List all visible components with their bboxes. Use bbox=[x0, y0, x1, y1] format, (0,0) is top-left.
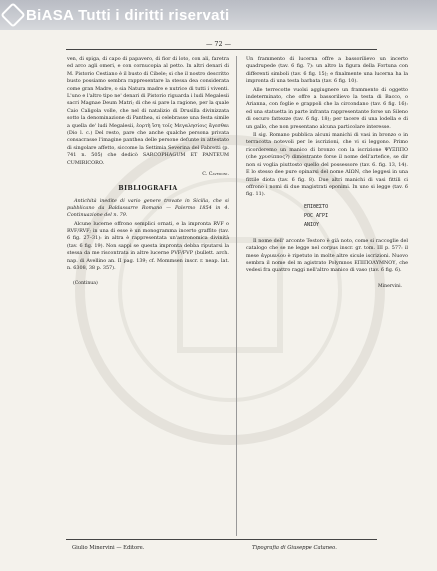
banner-text: BiASA Tutti i diritti riservati bbox=[26, 6, 230, 24]
left-paragraph-1: ven, di spiga, di capo di papavero, di fior di loto, con ali, faretra ed arco agli omeri, e con cornucopia al petto. In altri denari di M. Pistorio Cestiano è il busto di Cibele; si che il nostro descritto busto possiamo sembra rappresentare la stessa dea considerata come gran Madre, o sia Natura madre e nutrice di tutti i viventi. L'uno e l'altro tipo ne' denari di Pistorio riguarda i ludi Megalesii sacri Magnae Deum Matri; di che si pare la ragione, per la quale Caio Caligola volle, che nel di natalizio di Drusilla divinizzata sotto la denominazione di Panthea, si celebrasse una festa simile a quella de' ludi Megalesii, ἑορτὴ ἴση τοῖς Μεγαλησίοις ἄγεσθαι (Dio l. c.) Del resto, pare che anche qualche persona privata consacrasse l'imagine panthea delle persone defunte in attestato di singolare affetto, siccome la Settimia Severina del Fabretti (p. 741 n. 505) che dedicò SARCOPHAGUM ET PANTEUM CUMIRICORO. bbox=[67, 56, 229, 166]
right-signature-row bbox=[246, 283, 408, 290]
minervini-signature: Minervini. bbox=[378, 283, 402, 289]
bibliography-entry: Antichità inedite di vario genere trovate in Sicilia, che si pubblicano da Baldassarre Romano — Palermo 1854 in 4. Continuazione del n. 79. bbox=[67, 197, 229, 219]
document-page bbox=[0, 30, 437, 571]
right-column bbox=[246, 56, 408, 290]
biasa-logo-icon bbox=[0, 2, 25, 27]
continua-label: (Continua) bbox=[73, 281, 98, 287]
inscription-block bbox=[304, 203, 408, 230]
right-paragraph-1: Un frammento di lucerna offre a bassorilievo un incerto quadrupede (tav. 6 fig. 7): un altro la figura della Fortuna con differenti simboli (tav. 6 fig. 15); e finalmente una lucerna ha la impronta di una testa barbata (tav. 6 fig. 10). bbox=[246, 56, 408, 85]
left-paragraph-2: Alcune lucerne offrono semplici ornati, e la impronta RVF o RVF/RVF; in una di esse è un monogramma incerto graffito (tav. 6 fig. 27–31): in altra è rappresentata un'astronomica divinità (tav. 6 fig. 19). Non sappi se questa impronta debba riputarsi la stessa da me riscontrata in altre lucerne PVF/FVP (bullett. arch. nap. di Avellino an. II pag. 139; cf. Mommsen inscr. r. neap. lat. n. 6308, 38 p. 357). bbox=[67, 220, 229, 271]
column-divider bbox=[236, 56, 237, 536]
right-paragraph-2: Alle terrecotte vuolsi aggiugnere un frammento di oggetto indeterminato, che offre a bassorilievo la testa di Bacco, o Arianna, con foglie e grappoli che la circondano (tav. 6 fig. 16): ed una statuetta in parte infranta rappresentante forse un Sileno di oscuro fattezze (tav. 6 fig. 18); per tacere di una lodella e di un gallo, che non presentano alcuna particolare interesse. bbox=[246, 86, 408, 130]
printer-imprint: Tipografia di Giuseppe Cataneo. bbox=[252, 545, 337, 551]
inscription-line: ΕΠΙΘΕΣΤΟ bbox=[304, 203, 329, 210]
right-paragraph-3: Il sig. Romano pubblica alcuni manichi di vasi in bronzo o in terracotta notevoli per le iscrizioni, che vi si leggono. Primo ricorderemo un manico di bronzo con la iscrizione ΨΥΞΠΠΟ (che χρυσίππος?) dimostrante forse il nome dell'artefice, se dir non si voglia piuttosto quello del possessore (tav. 6. fig. 13, 14). E lo stesso dee pure opinarsi del nome ΛΙΩΝ, che leggesi in una fittile diota (tav. 6 fig. 8). Due altri manichi di vasi fittili ci offrono i nomi di due magistrati eponimi. In uno si legge (tav. 6 fig. 11). bbox=[246, 132, 408, 198]
inscription-line: ΡΟC ΑΓΡΙ bbox=[304, 212, 329, 219]
footer-rule bbox=[66, 539, 377, 540]
page-number: — 72 — bbox=[206, 40, 231, 48]
editor-imprint: Giulio Minervini — Editore. bbox=[72, 545, 145, 551]
inscription-line: ΑΝΙΟΥ bbox=[304, 221, 320, 228]
section-title: BIBLIOGRAFIA bbox=[118, 184, 178, 192]
right-paragraph-4: Il nome dell' arconte Testoro è già noto, come si raccoglie del catalogo che se ne legge nel corpus inscr. gr. tom. III p. 577: il mese ἀγριανίου è ripetuto in molte altre sicule iscrizioni. Nuovo sembra il nome del m agistrato Polymnos ΕΠΙΠΟΛΥΜΝΟΥ, che vedesi fra quattro raggi nell'altro manico di vaso (tav. 6 fig. 6). bbox=[246, 237, 408, 274]
author-signature: C. Cavedoni. bbox=[202, 172, 229, 178]
header-rule bbox=[66, 49, 377, 50]
left-column bbox=[67, 56, 229, 288]
left-continuation bbox=[67, 280, 229, 287]
watermark-banner bbox=[0, 0, 437, 30]
